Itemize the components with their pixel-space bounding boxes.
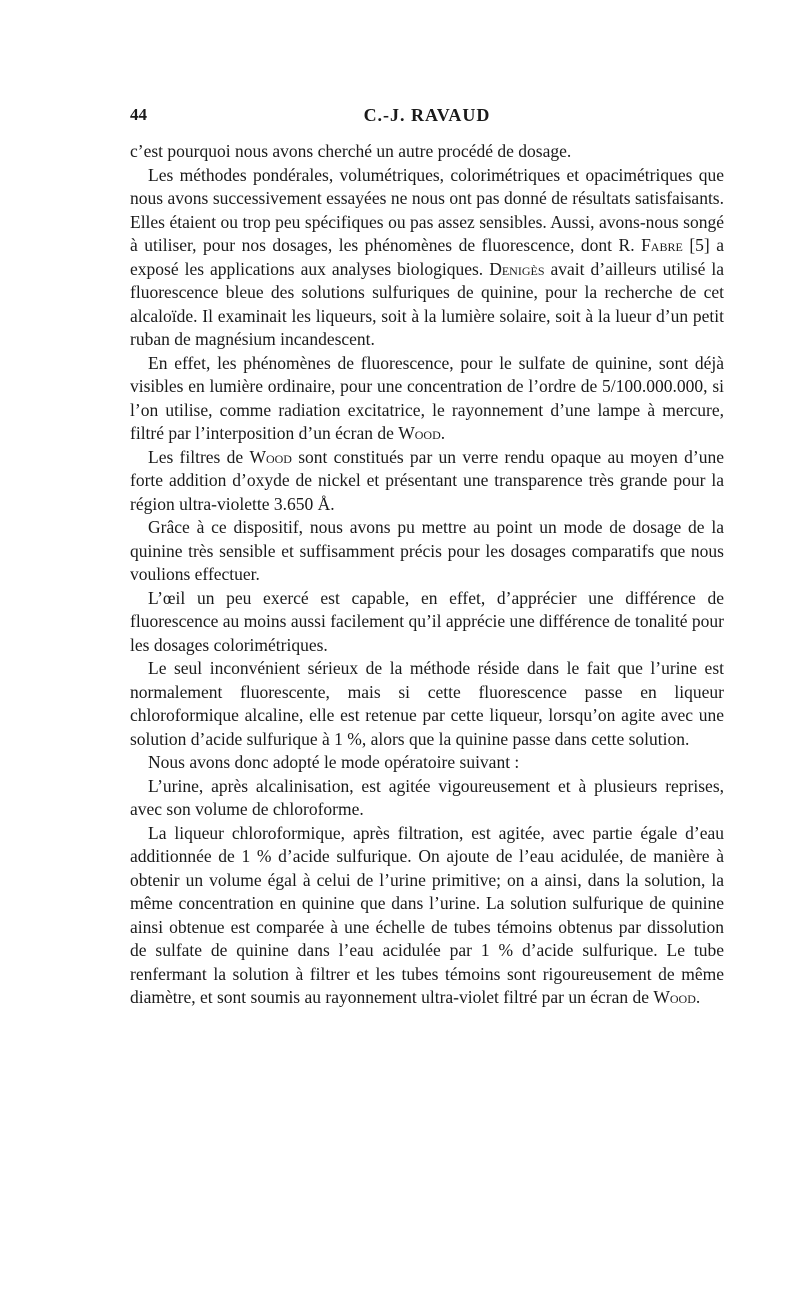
- paragraph-text: Nous avons donc adopté le mode opératoire suivant :: [148, 752, 520, 772]
- paragraph: [130, 775, 724, 822]
- paragraph-text: [5] a exposé les applications aux analyses biologiques.: [130, 235, 724, 279]
- page-header: [130, 100, 724, 130]
- paragraph: [130, 352, 724, 446]
- paragraph-text: Le seul inconvénient sérieux de la méthode réside dans le fait que l’urine est normalement fluorescente, mais si cette fluorescence passe en liqueur chloroformique alcaline, elle est retenue par cette liqueur, lorsqu’on agite avec une solution d’acide sulfurique à 1 %, alors que la quinine passe dans cette solution.: [130, 658, 724, 749]
- paragraph: [130, 751, 724, 775]
- author-name: Fabre: [641, 235, 683, 255]
- author-name: Denigès: [489, 258, 545, 279]
- paragraph: [130, 587, 724, 658]
- paragraph: [130, 657, 724, 751]
- paragraph-text: avait d’ailleurs utilisé la fluorescence bleue des solutions sulfuriques de quinine, pour la recherche de cet alcaloïde. Il examinait les liqueurs, soit à la lumière solaire, soit à la lueur d’un petit ruban de magnésium incandescent.: [130, 258, 724, 349]
- paragraph: [130, 140, 724, 164]
- running-head: C.-J. RAVAUD: [363, 105, 491, 125]
- paragraph: [130, 516, 724, 587]
- paragraph-text: sont constitués par un verre rendu opaque au moyen d’une forte addition d’oxyde de nickel et présentant une transparence très grande pour la région ultra-violette 3.650 Å.: [130, 446, 725, 514]
- paragraph-text: .: [695, 987, 701, 1007]
- paragraph: [130, 446, 724, 517]
- paragraph: [130, 822, 724, 1010]
- paragraph: [130, 164, 724, 352]
- page-number: 44: [130, 105, 147, 124]
- paragraph-text: En effet, les phénomènes de fluorescence, pour le sulfate de quinine, sont déjà visibles en lumière ordinaire, pour une concentration de l’ordre de 5/100.000.000, si l’on utilise, comme radiation excitatrice, le rayonnement d’une lampe à mercure, filtré par l’interposition d’un écran de: [130, 352, 724, 443]
- paragraph-text: Grâce à ce dispositif, nous avons pu mettre au point un mode de dosage de la quinine très sensible et suffisamment précis pour les dosages comparatifs que nous voulions effectuer.: [130, 517, 724, 584]
- paragraph-text: La liqueur chloroformique, après filtration, est agitée, avec partie égale d’eau additionnée de 1 % d’acide sulfurique. On ajoute de l’eau acidulée, de manière à obtenir un volume égal à celui de l’urine primitive; on a ainsi, dans la solution, la même concentration en quinine que dans l’urine. La solution sulfurique de quinine ainsi obtenue est comparée à une échelle de tubes témoins obtenus par dissolution de sulfate de quinine dans l’eau acidulée par 1 % d’acide sulfurique. Le tube renfermant la solution à filtrer et les tubes témoins sont rigoureusement de même diamètre, et sont soumis au rayonnement ultra-violet filtré par un écran de: [130, 822, 724, 1007]
- paragraph-text: .: [440, 423, 446, 443]
- author-name: Wood: [653, 987, 696, 1007]
- paragraph-text: Les méthodes pondérales, volumétriques, colorimétriques et opacimétriques que nous avons successivement essayées ne nous ont pas donné de résultats satisfaisants. Elles étaient ou trop peu spécifiques ou pas assez sensibles. Aussi, avons-nous songé à utiliser, pour nos dosages, les phénomènes de fluorescence, dont R.: [130, 164, 724, 255]
- paragraph-text: L’urine, après alcalinisation, est agitée vigoureusement et à plusieurs reprises, avec son volume de chloroforme.: [130, 775, 724, 819]
- paragraph-text: L’œil un peu exercé est capable, en effet, d’apprécier une différence de fluorescence au moins aussi facilement qu’il apprécie une différence de tonalité pour les dosages colorimétriques.: [130, 587, 724, 655]
- author-name: Wood: [249, 446, 292, 467]
- paragraph-text: c’est pourquoi nous avons cherché un autre procédé de dosage.: [130, 141, 572, 161]
- paragraph-text: Les filtres de: [148, 446, 250, 467]
- body-text: [130, 140, 724, 1010]
- author-name: Wood: [398, 423, 441, 443]
